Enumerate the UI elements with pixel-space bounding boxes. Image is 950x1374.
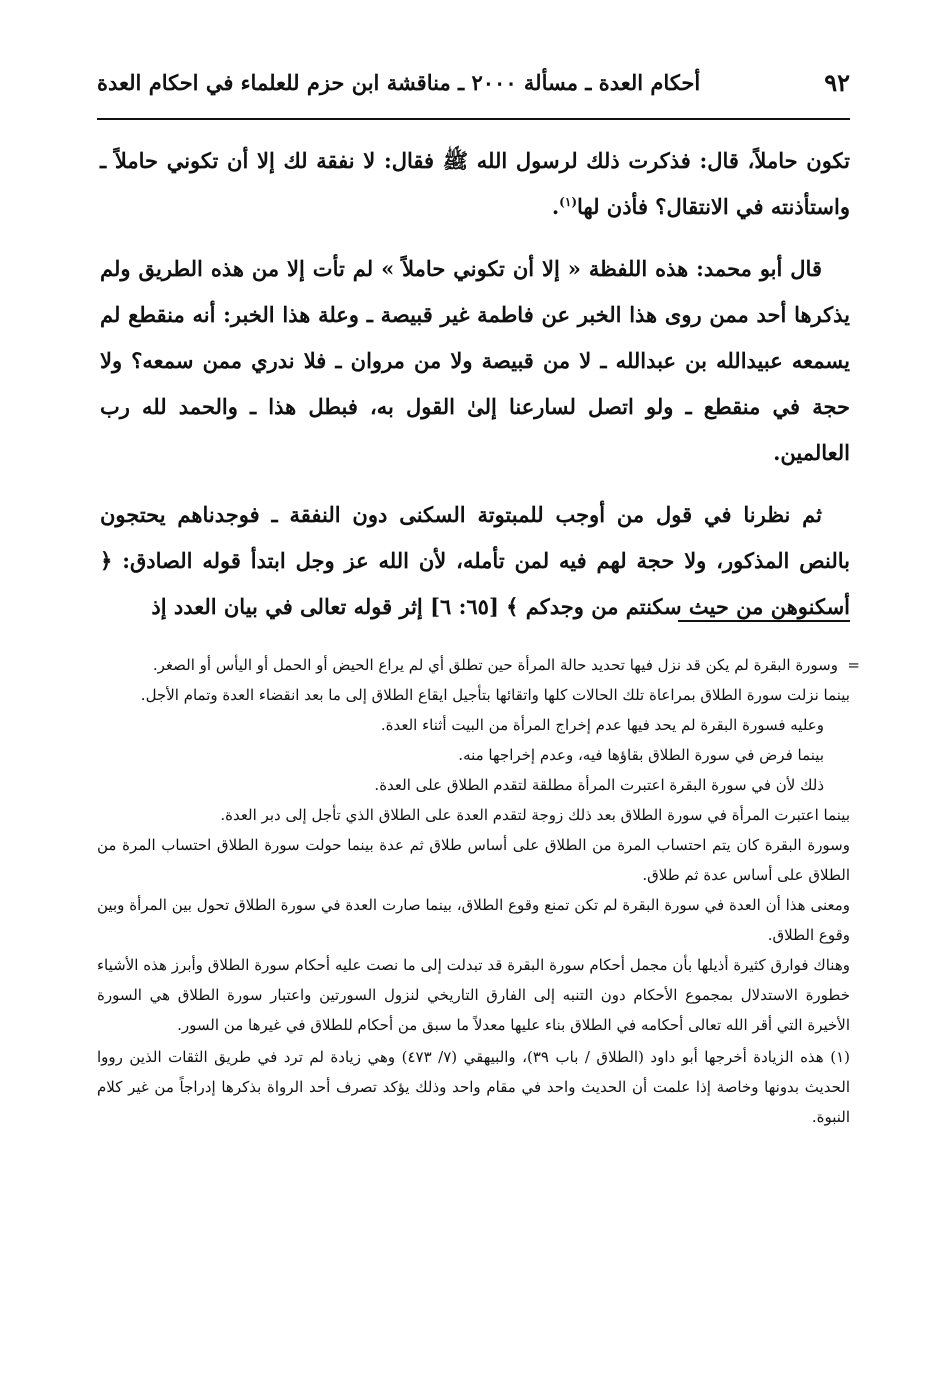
continuation-mark: = [847,656,860,674]
note-line: بينما فرض في سورة الطلاق بقاؤها فيه، وعدم إخراجها منه. [458,746,824,764]
running-head: أحكام العدة ـ مسألة ٢٠٠٠ ـ مناقشة ابن حزم للعلماء في احكام العدة [97,70,701,95]
note-line: وسورة البقرة لم يكن قد نزل فيها تحديد حالة المرأة حين تطلق أي لم يراع الحيض أو الحمل أو اليأس أو الصغر. [152,656,838,674]
note-line: وهناك فوارق كثيرة أذيلها بأن مجمل أحكام سورة البقرة قد تبدلت إلى ما نصت عليه أحكام سورة الطلاق وأبرز هذه الأشياء خطورة الاستدلال بمجموع الأحكام دون التنبه إلى الفارق التاريخي لنزول السورتين واعتبار سورة الطلاق هي السورة الأخيرة التي أقر الله تعالى أحكامه في الطلاق بناء عليها معدلاً ما سبق من أحكام للطلاق في غيرها من السور. [97,956,850,1034]
page-header [97,62,850,106]
header-rule [97,118,850,120]
paragraph-3: ثم نظرنا في قول من أوجب للمبتوتة السكنى دون النفقة ـ فوجدناهم يحتجون بالنص المذكور، ولا حجة لهم فيه لمن تأمله، لأن الله عز وجل ابتدأ قوله الصادق: ﴿ أسكنوهن من حيث سكنتم من وجدكم ﴾ [٦٥: ٦] إثر قوله تعالى في بيان العدد إذ [100,502,850,619]
footnotes [97,650,860,1132]
paragraph-2: قال أبو محمد: هذه اللفظة « إلا أن تكوني حاملاً » لم تأت إلا من هذه الطريق ولم يذكرها أحد ممن روى هذا الخبر عن فاطمة غير قبيصة ـ وعلة هذا الخبر: أنه منقطع لم يسمعه عبيدالله بن عبدالله ـ لا من قبيصة ولا من مروان ـ فلا ندري ممن سمعه؟ ولا حجة في منقطع ـ ولو اتصل لسارعنا إلىٰ القول به، فبطل هذا ـ والحمد لله رب العالمين. [100,256,850,465]
note-line: بينما اعتبرت المرأة في سورة الطلاق بعد ذلك زوجة لتقدم العدة على الطلاق الذي تأجل إلى دبر العدة. [220,806,850,824]
note-line: ذلك لأن في سورة البقرة اعتبرت المرأة مطلقة لتقدم الطلاق على العدة. [374,776,824,794]
note-line: وسورة البقرة كان يتم احتساب المرة من الطلاق على أساس طلاق ثم عدة بينما حولت سورة الطلاق احتساب المرة من الطلاق على أساس عدة ثم طلاق. [97,836,850,884]
note-line: وعليه فسورة البقرة لم يحد فيها عدم إخراج المرأة من البيت أثناء العدة. [380,716,824,734]
footnote-1: (١) هذه الزيادة أخرجها أبو داود (الطلاق / باب ٣٩)، والبيهقي (٧/ ٤٧٣) وهي زيادة لم ترد في طريق الثقات الذين رووا الحديث بدونها وخاصة إذا علمت أن الحديث واحد في مقام واحد وذلك يؤكد تصرف أحد الرواة بذكرها إدراجاً من غير كلام النبوة. [97,1048,850,1126]
footnote-separator [678,620,850,622]
note-line: ومعنى هذا أن العدة في سورة البقرة لم تكن تمنع وقوع الطلاق، بينما صارت العدة في سورة الطلاق تحول بين المرأة وبين وقوع الطلاق. [97,896,850,944]
paragraph-1 [100,138,850,230]
footnote-ref-1[interactable]: (١) [559,195,577,209]
paragraph-1-end: . [551,194,560,219]
page-number: ٩٢ [824,68,850,97]
note-line: بينما نزلت سورة الطلاق بمراعاة تلك الحالات كلها واتقائها بتأجيل ايقاع الطلاق إلى ما بعد انقضاء العدة وتمام الأجل. [140,686,850,704]
main-text [100,138,850,646]
paragraph-1-text: تكون حاملاً، قال: فذكرت ذلك لرسول الله ﷺ فقال: لا نفقة لك إلا أن تكوني حاملاً ـ واستأذنته في الانتقال؟ فأذن لها [100,148,850,219]
